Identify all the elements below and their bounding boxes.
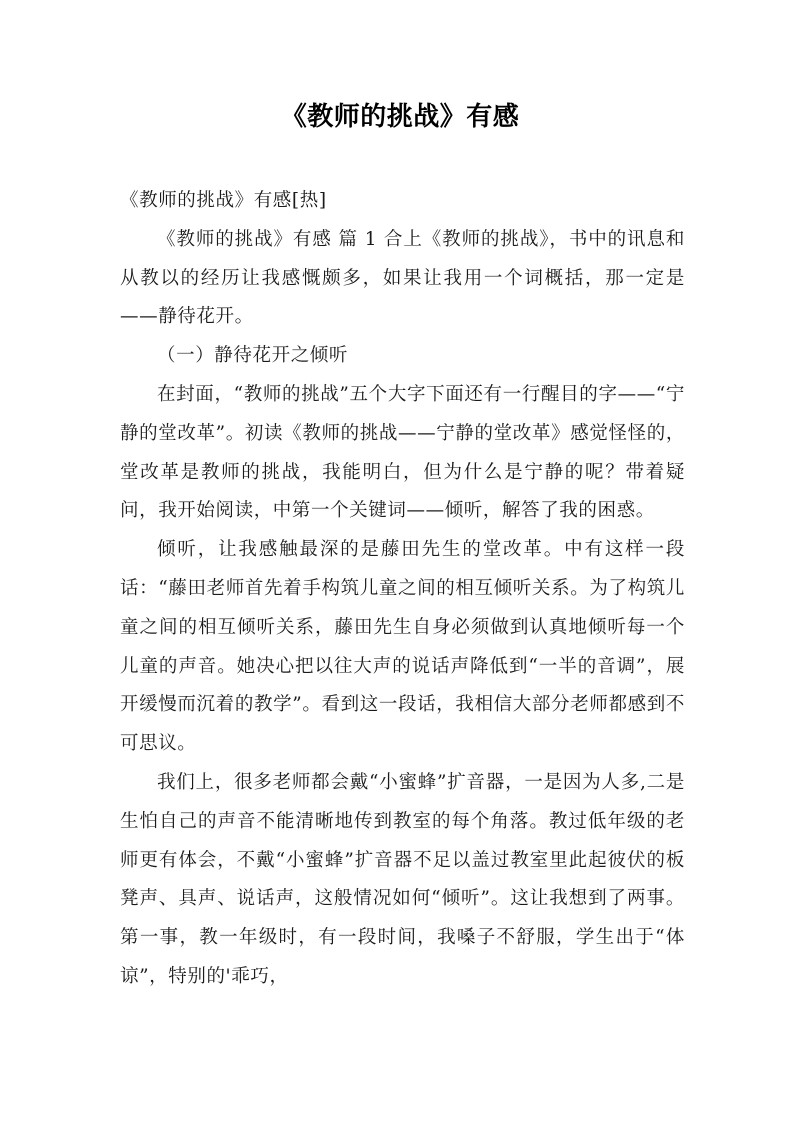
document-body [120, 182, 685, 997]
subtitle-line: 《教师的挑战》有感[热] [120, 190, 327, 211]
section-heading: （一）静待花开之倾听 [157, 345, 349, 367]
paragraph-intro: 《教师的挑战》有感 篇 1 合上《教师的挑战》，书中的讯息和从教以的经历让我感慨颇多，如果让我用一个词概括，那一定是——静待花开。 [120, 228, 685, 328]
paragraph-cover: 在封面，“教师的挑战”五个大字下面还有一行醒目的字——“宁静的堂改革”。初读《教师的挑战——宁静的堂改革》感觉怪怪的，堂改革是教师的挑战，我能明白，但为什么是宁静的呢？带着疑问，我开始阅读，中第一个关键词——倾听，解答了我的困惑。 [120, 383, 685, 522]
paragraph-microphone: 我们上，很多老师都会戴“小蜜蜂”扩音器，一是因为人多,二是生怕自己的声音不能清晰地传到教室的每个角落。教过低年级的老师更有体会，不戴“小蜜蜂”扩音器不足以盖过教室里此起彼伏的板凳声、具声、说话声，这般情况如何“倾听”。这让我想到了两事。第一事，教一年级时，有一段时间，我嗓子不舒服，学生出于“体谅”，特别的'乖巧， [120, 771, 685, 987]
document-title: 《教师的挑战》有感 [280, 102, 520, 132]
paragraph-listening: 倾听，让我感触最深的是藤田先生的堂改革。中有这样一段话：“藤田老师首先着手构筑儿童之间的相互倾听关系。为了构筑儿童之间的相互倾听关系，藤田先生自身必须做到认真地倾听每一个儿童的声音。她决心把以往大声的说话声降低到“一半的音调”，展开缓慢而沉着的教学”。看到这一段话，我相信大部分老师都感到不可思议。 [120, 539, 685, 755]
